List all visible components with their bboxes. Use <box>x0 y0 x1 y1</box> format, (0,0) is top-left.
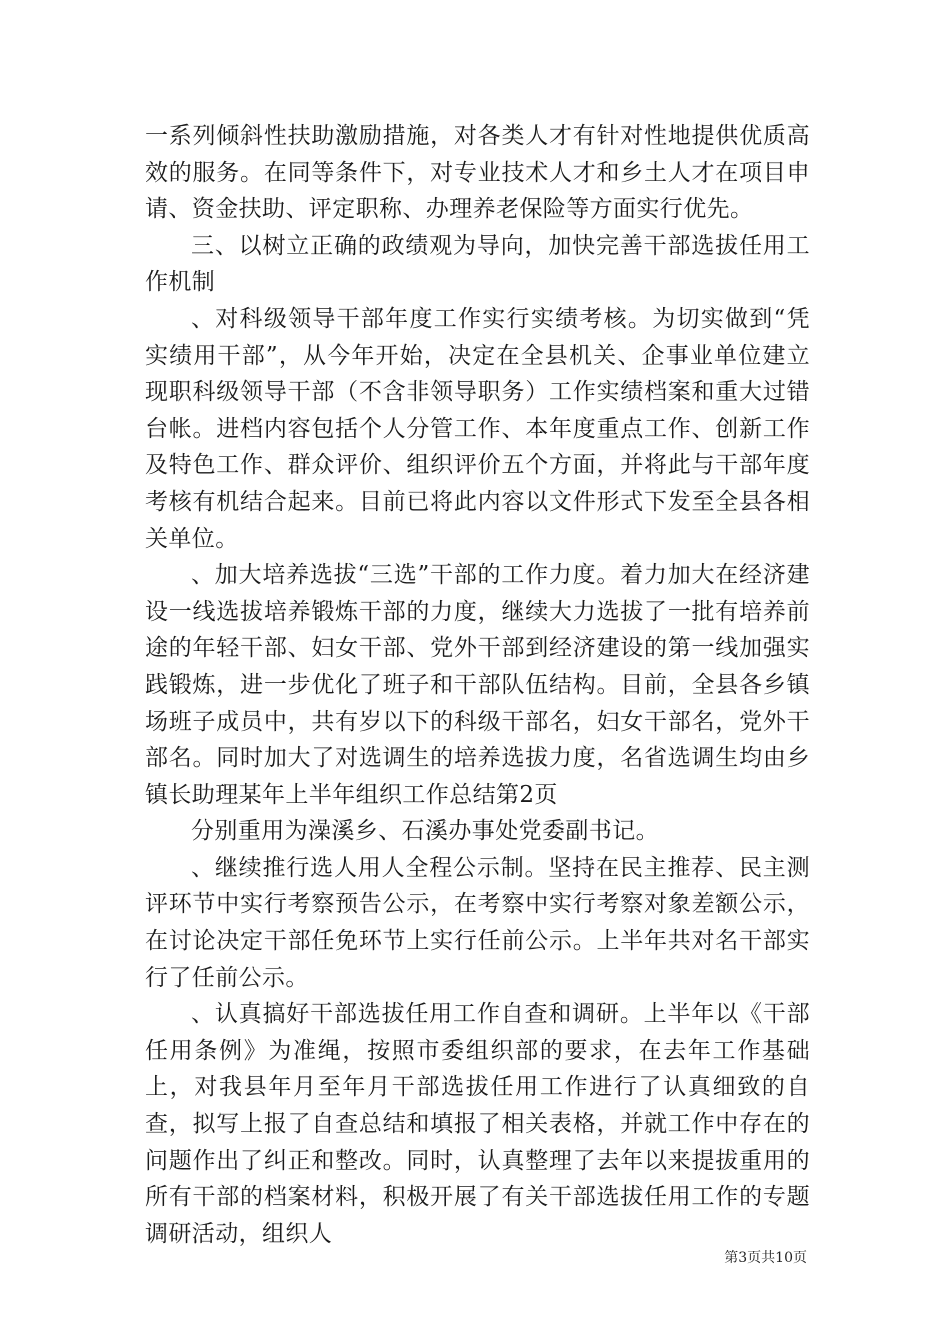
paragraph-1: 一系列倾斜性扶助激励措施，对各类人才有针对性地提供优质高效的服务。在同等条件下，对专业技术人才和乡土人才在项目申请、资金扶助、评定职称、办理养老保险等方面实行优先。 <box>145 123 810 223</box>
paragraph-4: 、加大培养选拔“三选”干部的工作力度。着力加大在经济建设一线选拔培养锻炼干部的力度，继续大力选拔了一批有培养前途的年轻干部、妇女干部、党外干部到经济建设的第一线加强实践锻炼，进一步优化了班子和干部队伍结构。目前，全县各乡镇场班子成员中，共有岁以下的科级干部名，妇女干部名，党外干部名。同时加大了对选调生的培养选拔力度，名省选调生均由乡镇长助理某年上半年组织工作总结第2页 <box>145 562 810 808</box>
footer-suffix: 页 <box>793 1250 807 1266</box>
footer-prefix: 第 <box>724 1250 739 1266</box>
paragraph-7: 、认真搞好干部选拔任用工作自查和调研。上半年以《干部任用条例》为准绳，按照市委组织部的要求，在去年工作基础上，对我县年月至年月干部选拔任用工作进行了认真细致的自查，拟写上报了自查总结和填报了相关表格，并就工作中存在的问题作出了纠正和整改。同时，认真整理了去年以来提拔重用的所有干部的档案材料，积极开展了有关干部选拔任用工作的专题调研活动，组织人 <box>145 1001 810 1247</box>
paragraph-5: 分别重用为澡溪乡、石溪办事处党委副书记。 <box>191 818 659 845</box>
section-heading-3: 三、以树立正确的政绩观为导向，加快完善干部选拔任用工作机制 <box>145 232 810 296</box>
page-number-footer <box>724 1249 807 1267</box>
document-body <box>145 118 810 1252</box>
footer-middle: 页共 <box>747 1250 776 1266</box>
paragraph-6: 、继续推行选人用人全程公示制。坚持在民主推荐、民主测评环节中实行考察预告公示，在考察中实行考察对象差额公示，在讨论决定干部任免环节上实行任前公示。上半年共对名干部实行了任前公示。 <box>145 854 810 991</box>
paragraph-3: 、对科级领导干部年度工作实行实绩考核。为切实做到“凭实绩用干部”，从今年开始，决定在全县机关、企事业单位建立现职科级领导干部（不含非领导职务）工作实绩档案和重大过错台帐。进档内容包括个人分管工作、本年度重点工作、创新工作及特色工作、群众评价、组织评价五个方面，并将此与干部年度考核有机结合起来。目前已将此内容以文件形式下发至全县各相关单位。 <box>145 305 810 552</box>
footer-current-page: 3 <box>738 1250 748 1266</box>
footer-total-pages: 10 <box>775 1250 793 1266</box>
